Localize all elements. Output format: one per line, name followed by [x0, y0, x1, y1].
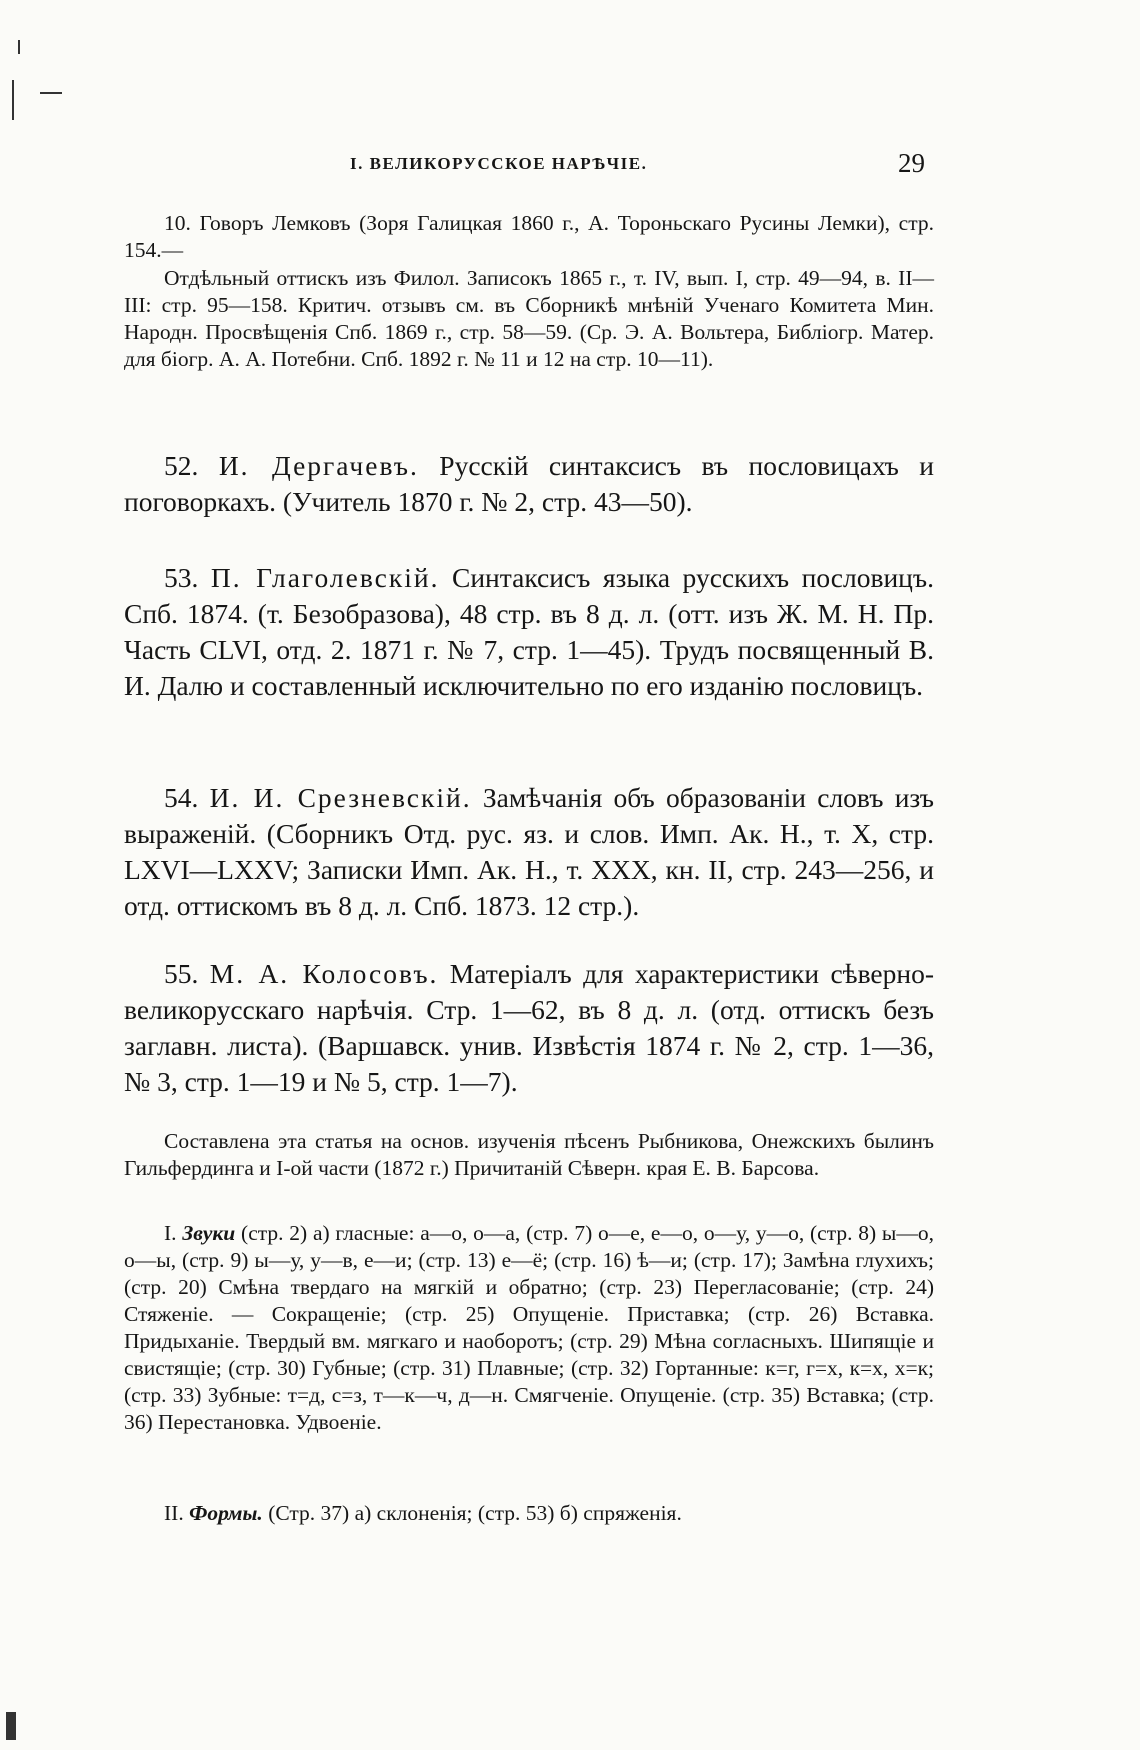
header-title: I. ВЕЛИКОРУССКОЕ НАРѢЧІЕ.: [350, 154, 648, 173]
entry-55-text: Матеріалъ для характеристики сѣверно-великорусскаго нарѣчія. Стр. 1—62, въ 8 д. л. (отд. оттискъ безъ заглавн. листа). (Варшавск. унив. Извѣстія 1874 г. № 2, стр. 1—36, № 3, стр. 1—19 и № 5, стр. 1—7).: [124, 958, 935, 1097]
scan-mark: [40, 92, 62, 94]
entry-54: [124, 780, 934, 924]
scan-mark: [18, 40, 20, 54]
entry-10-details: [124, 265, 934, 373]
page-number: 29: [898, 148, 925, 178]
entry-55-note: [124, 1128, 934, 1182]
entry-55-note-text: Составлена эта статья на основ. изученія пѣсенъ Рыбникова, Онежскихъ былинъ Гильфердинга и I-ой части (1872 г.) Причитаній Сѣверн. края Е. В. Барсова.: [124, 1129, 934, 1180]
scan-mark: [12, 80, 14, 120]
running-header: [125, 148, 925, 188]
entry-53-author: П. Глаголевскій.: [210, 562, 440, 593]
entry-53-number: 53.: [164, 562, 199, 593]
entry-55-section-sounds: [124, 1220, 934, 1436]
entry-54-text: Замѣчанія объ образованіи словъ изъ выраженій. (Сборникъ Отд. рус. яз. и слов. Имп. Ак. Н., т. X, стр. LXVI—LXXV; Записки Имп. Ак. Н., т. XXX, кн. II, стр. 243—256, и отд. оттискомъ въ 8 д. л. Спб. 1873. 12 стр.).: [124, 782, 935, 921]
entry-55: [124, 956, 934, 1100]
section-2-label: II.: [164, 1501, 184, 1525]
entry-52-text: Русскій синтаксисъ въ пословицахъ и поговоркахъ. (Учитель 1870 г. № 2, стр. 43—50).: [124, 450, 935, 517]
entry-55-section-forms: [124, 1500, 934, 1527]
entry-55-number: 55.: [164, 958, 199, 989]
entry-52-number: 52.: [164, 450, 199, 481]
entry-52: [124, 448, 934, 520]
section-1-title: Звуки: [182, 1221, 236, 1245]
section-1-label: I.: [164, 1221, 177, 1245]
entry-10-line2: Отдѣльный оттискъ изъ Филол. Записокъ 1865 г., т. IV, вып. I, стр. 49—94, в. II—III: стр. 95—158. Критич. отзывъ см. въ Сборникѣ мнѣній Ученаго Комитета Мин. Народн. Просвѣщенія Спб. 1869 г., стр. 58—59. (Ср. Э. А. Вольтера, Библіогр. Матер. для біогр. А. А. Потебни. Спб. 1892 г. № 11 и 12 на стр. 10—11).: [124, 266, 934, 371]
section-2-title: Формы.: [189, 1501, 263, 1525]
entry-53-text: Синтаксисъ языка русскихъ пословицъ. Спб. 1874. (т. Безобразова), 48 стр. въ 8 д. л. (отт. изъ Ж. М. Н. Пр. Часть CLVI, отд. 2. 1871 г. № 7, стр. 1—45). Трудъ посвященный В. И. Далю и составленный исключительно по его изданію пословицъ.: [124, 562, 934, 701]
entry-10-citation: [124, 210, 934, 264]
entry-53: [124, 560, 934, 704]
entry-54-author: И. И. Срезневскій.: [209, 782, 472, 813]
scan-mark: [6, 1712, 16, 1740]
entry-10-line1: 10. Говоръ Лемковъ (Зоря Галицкая 1860 г., А. Тороньскаго Русины Лемки), стр. 154.—: [124, 211, 934, 262]
entry-54-number: 54.: [164, 782, 199, 813]
section-2-text: (Стр. 37) а) склоненія; (стр. 53) б) спряженія.: [268, 1501, 682, 1525]
entry-55-author: М. А. Колосовъ.: [209, 958, 439, 989]
section-1-text: (стр. 2) а) гласные: а—о, о—а, (стр. 7) о—е, е—о, о—у, у—о, (стр. 8) ы—о, о—ы, (стр. 9) ы—у, у—в, е—и; (стр. 13) е—ё; (стр. 16) ѣ—и; (стр. 17); Замѣна глухихъ; (стр. 20) Смѣна твердаго на мягкій и обратно; (стр. 23) Перегласованіе; (стр. 24) Стяженіе. — Сокращеніе; (стр. 25) Опущеніе. Приставка; (стр. 26) Вставка. Придыханіе. Твердый вм. мягкаго и наоборотъ; (стр. 29) Мѣна согласныхъ. Шипящіе и свистящіе; (стр. 30) Губные; (стр. 31) Плавные; (стр. 32) Гортанные: к=г, г=х, к=х, х=к; (стр. 33) Зубные: т=д, с=з, т—к—ч, д—н. Смягченіе. Опущеніе. (стр. 35) Вставка; (стр. 36) Перестановка. Удвоеніе.: [124, 1221, 934, 1434]
entry-52-author: И. Дергачевъ.: [218, 450, 419, 481]
